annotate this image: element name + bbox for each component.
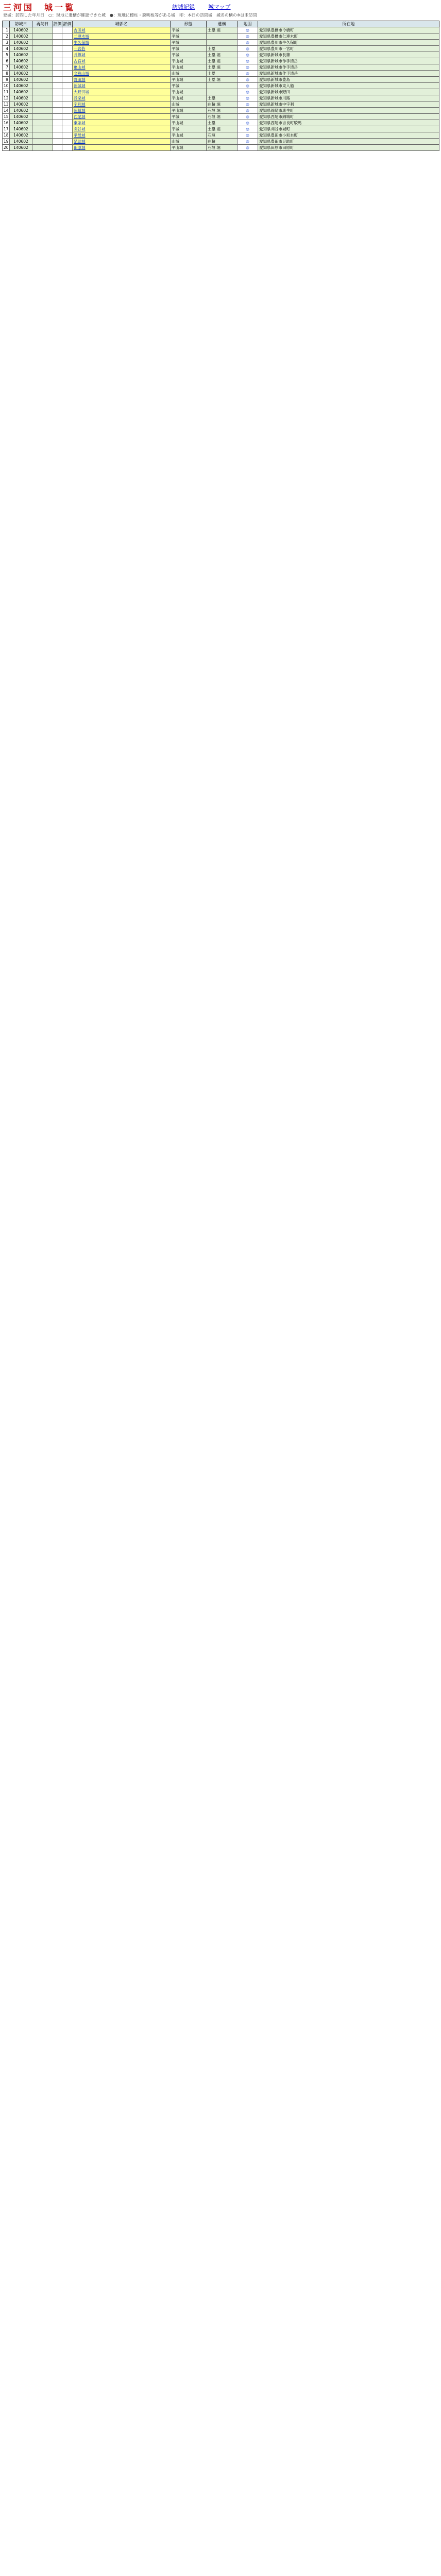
revisit-date-cell xyxy=(32,114,53,120)
row-number-cell: 18 xyxy=(3,132,10,139)
map-cell[interactable]: ◎ xyxy=(238,108,258,114)
row-number-cell: 8 xyxy=(3,71,10,77)
rating-b-cell xyxy=(62,120,73,126)
table-row xyxy=(3,71,439,77)
rating-a-cell xyxy=(53,40,62,46)
castle-name-cell[interactable]: 設楽城 xyxy=(73,95,171,101)
col-revisit-date: 再訪日 xyxy=(32,21,53,27)
row-number-cell: 14 xyxy=(3,108,10,114)
remains-cell xyxy=(207,83,238,89)
remains-cell: 石垣 堀 xyxy=(207,145,238,151)
remains-cell: 土塁 堀 xyxy=(207,52,238,58)
type-cell: 平城 xyxy=(171,33,207,40)
location-cell: 愛知県豊橋市仁連木町 xyxy=(258,33,439,40)
legend-text: 登城：訪問した年月日 ○：現地に遺構が確認できた城 ●：現地に標柱・説明板等がある城 印：本日の訪問城 城名の横の※は未訪問 xyxy=(3,13,257,18)
col-rating-a: 評価 xyxy=(53,22,62,26)
castle-name-cell[interactable]: 吉田城 xyxy=(73,27,171,33)
remains-cell: 曲輪 堀 xyxy=(207,101,238,108)
remains-cell: 石垣 堀 xyxy=(207,114,238,120)
visit-date-cell: 140602 xyxy=(10,95,32,101)
castle-name-cell[interactable]: 一宮砦 xyxy=(73,46,171,52)
rating-b-cell xyxy=(62,46,73,52)
visit-date-cell: 140602 xyxy=(10,101,32,108)
visit-date-cell: 140602 xyxy=(10,145,32,151)
rating-b-cell xyxy=(62,58,73,64)
remains-cell: 土塁 堀 xyxy=(207,27,238,33)
type-cell: 平山城 xyxy=(171,89,207,95)
page-title: 三河国 城一覧 xyxy=(3,3,76,12)
castle-name-cell[interactable]: 新城城 xyxy=(73,83,171,89)
type-cell: 平山城 xyxy=(171,145,207,151)
rating-b-cell xyxy=(62,71,73,77)
table-row xyxy=(3,40,439,46)
revisit-date-cell xyxy=(32,46,53,52)
rating-a-cell xyxy=(53,27,62,33)
table-row xyxy=(3,139,439,145)
visit-date-cell: 140602 xyxy=(10,46,32,52)
castle-name-cell[interactable]: 文殊山城 xyxy=(73,71,171,77)
type-cell: 山城 xyxy=(171,71,207,77)
rating-a-cell xyxy=(53,145,62,151)
rating-a-cell xyxy=(53,95,62,101)
revisit-date-cell xyxy=(32,27,53,33)
rating-b-cell xyxy=(62,139,73,145)
row-number-cell: 12 xyxy=(3,95,10,101)
revisit-date-cell xyxy=(32,145,53,151)
table-row xyxy=(3,120,439,126)
map-cell[interactable]: ◎ xyxy=(238,52,258,58)
location-cell: 愛知県岡崎市康生町 xyxy=(258,108,439,114)
table-row xyxy=(3,77,439,83)
rating-b-cell xyxy=(62,83,73,89)
row-number-cell: 13 xyxy=(3,101,10,108)
revisit-date-cell xyxy=(32,64,53,71)
location-cell: 愛知県新城市作手清岳 xyxy=(258,71,439,77)
rating-a-cell xyxy=(53,132,62,139)
type-cell: 平山城 xyxy=(171,95,207,101)
castle-name-cell[interactable]: 挙母城 xyxy=(73,132,171,139)
remains-cell: 土塁 堀 xyxy=(207,58,238,64)
type-cell: 平山城 xyxy=(171,120,207,126)
visit-date-cell: 140602 xyxy=(10,33,32,40)
castle-name-cell[interactable]: 刈谷城 xyxy=(73,126,171,132)
table-row xyxy=(3,46,439,52)
row-number-cell: 1 xyxy=(3,27,10,33)
rating-b-cell xyxy=(62,101,73,108)
rating-a-cell xyxy=(53,108,62,114)
type-cell: 平山城 xyxy=(171,108,207,114)
row-number-cell: 11 xyxy=(3,89,10,95)
visit-date-cell: 140602 xyxy=(10,40,32,46)
location-cell: 愛知県新城市作手清岳 xyxy=(258,64,439,71)
table-row xyxy=(3,83,439,89)
type-cell: 平山城 xyxy=(171,132,207,139)
type-cell: 平城 xyxy=(171,126,207,132)
visit-date-cell: 140602 xyxy=(10,71,32,77)
remains-cell: 土塁 xyxy=(207,95,238,101)
rating-a-cell xyxy=(53,46,62,52)
page-header xyxy=(2,1,439,20)
castle-name-cell[interactable]: 亀山城 xyxy=(73,64,171,71)
col-remains: 遺構 xyxy=(207,21,238,27)
map-cell[interactable]: ◎ xyxy=(238,58,258,64)
col-castle-name: 城郭名 xyxy=(73,21,171,27)
castle-name-cell[interactable]: 二連木城 xyxy=(73,33,171,40)
type-cell: 山城 xyxy=(171,139,207,145)
row-number-cell: 19 xyxy=(3,139,10,145)
map-cell[interactable]: ◎ xyxy=(238,145,258,151)
rating-a-cell xyxy=(53,139,62,145)
table-row xyxy=(3,95,439,101)
remains-cell: 土塁 堀 xyxy=(207,77,238,83)
map-cell[interactable]: ◎ xyxy=(238,101,258,108)
table-row xyxy=(3,108,439,114)
row-number-cell: 16 xyxy=(3,120,10,126)
type-cell: 平城 xyxy=(171,52,207,58)
type-cell: 山城 xyxy=(171,101,207,108)
rating-a-cell xyxy=(53,58,62,64)
location-cell: 愛知県豊川市一宮町 xyxy=(258,46,439,52)
rating-b-cell xyxy=(62,52,73,58)
row-number-cell: 15 xyxy=(3,114,10,120)
map-cell[interactable]: ◎ xyxy=(238,46,258,52)
col-visit-date: 訪城日 xyxy=(10,21,32,27)
table-header-row xyxy=(3,21,439,27)
col-type: 形態 xyxy=(171,21,207,27)
revisit-date-cell xyxy=(32,132,53,139)
location-cell: 愛知県豊川市牛久保町 xyxy=(258,40,439,46)
visit-record-link[interactable]: 訪城記録 xyxy=(172,4,195,10)
col-rating-b: 評価 xyxy=(63,22,72,26)
visit-date-cell: 140602 xyxy=(10,83,32,89)
remains-cell: 土塁 堀 xyxy=(207,126,238,132)
rating-b-cell xyxy=(62,27,73,33)
location-cell: 愛知県田原市田原町 xyxy=(258,145,439,151)
row-number-cell: 6 xyxy=(3,58,10,64)
type-cell: 平山城 xyxy=(171,58,207,64)
col-location: 所在地 xyxy=(258,21,439,27)
location-cell: 愛知県新城市東入船 xyxy=(258,83,439,89)
rating-b-cell xyxy=(62,77,73,83)
type-cell: 平城 xyxy=(171,83,207,89)
col-no xyxy=(3,21,10,27)
visit-date-cell: 140602 xyxy=(10,89,32,95)
row-number-cell: 7 xyxy=(3,64,10,71)
col-map: 地図 xyxy=(238,21,258,27)
visit-date-cell: 140602 xyxy=(10,27,32,33)
revisit-date-cell xyxy=(32,33,53,40)
remains-cell: 石垣 xyxy=(207,132,238,139)
castle-name-cell[interactable]: 野田城 xyxy=(73,77,171,83)
table-row xyxy=(3,145,439,151)
rating-a-cell xyxy=(53,120,62,126)
revisit-date-cell xyxy=(32,58,53,64)
rating-b-cell xyxy=(62,64,73,71)
castle-name-cell[interactable]: 古宮城 xyxy=(73,58,171,64)
row-number-cell: 3 xyxy=(3,40,10,46)
map-cell[interactable]: ◎ xyxy=(238,83,258,89)
table-row xyxy=(3,126,439,132)
remains-cell: 土塁 xyxy=(207,46,238,52)
location-cell: 愛知県新城市作手清岳 xyxy=(258,58,439,64)
visit-date-cell: 140602 xyxy=(10,120,32,126)
rating-b-cell xyxy=(62,126,73,132)
table-row xyxy=(3,132,439,139)
rating-b-cell xyxy=(62,108,73,114)
remains-cell: 曲輪 xyxy=(207,139,238,145)
visit-date-cell: 140602 xyxy=(10,64,32,71)
remains-cell: 土塁 堀 xyxy=(207,64,238,71)
row-number-cell: 2 xyxy=(3,33,10,40)
rating-a-cell xyxy=(53,52,62,58)
castle-name-cell[interactable]: 東条城 xyxy=(73,120,171,126)
rating-b-cell xyxy=(62,40,73,46)
castle-name-cell[interactable]: 長篠城 xyxy=(73,52,171,58)
table-row xyxy=(3,101,439,108)
castle-name-cell[interactable]: 足助城 xyxy=(73,139,171,145)
map-cell[interactable]: ◎ xyxy=(238,64,258,71)
rating-b-cell xyxy=(62,33,73,40)
rating-b-cell xyxy=(62,114,73,120)
revisit-date-cell xyxy=(32,95,53,101)
table-row xyxy=(3,89,439,95)
remains-cell: 土塁 xyxy=(207,71,238,77)
table-row xyxy=(3,27,439,33)
visit-date-cell: 140602 xyxy=(10,114,32,120)
remains-cell xyxy=(207,33,238,40)
revisit-date-cell xyxy=(32,120,53,126)
location-cell: 愛知県西尾市吉良町駮馬 xyxy=(258,120,439,126)
map-cell[interactable]: ◎ xyxy=(238,126,258,132)
remains-cell xyxy=(207,89,238,95)
rating-a-cell xyxy=(53,114,62,120)
rating-a-cell xyxy=(53,126,62,132)
type-cell: 平城 xyxy=(171,40,207,46)
remains-cell: 土塁 xyxy=(207,120,238,126)
castle-name-cell[interactable]: 岡崎城 xyxy=(73,108,171,114)
visit-date-cell: 140602 xyxy=(10,132,32,139)
map-cell[interactable]: ◎ xyxy=(238,95,258,101)
revisit-date-cell xyxy=(32,89,53,95)
row-number-cell: 5 xyxy=(3,52,10,58)
map-cell[interactable]: ◎ xyxy=(238,40,258,46)
table-row xyxy=(3,33,439,40)
map-cell[interactable]: ◎ xyxy=(238,114,258,120)
map-cell[interactable]: ◎ xyxy=(238,27,258,33)
type-cell: 平山城 xyxy=(171,64,207,71)
revisit-date-cell xyxy=(32,52,53,58)
row-number-cell: 17 xyxy=(3,126,10,132)
location-cell: 愛知県豊橋市今橋町 xyxy=(258,27,439,33)
rating-a-cell xyxy=(53,101,62,108)
map-cell[interactable]: ◎ xyxy=(238,77,258,83)
location-cell: 愛知県新城市豊島 xyxy=(258,77,439,83)
map-cell[interactable]: ◎ xyxy=(238,71,258,77)
revisit-date-cell xyxy=(32,83,53,89)
map-cell[interactable]: ◎ xyxy=(238,139,258,145)
rating-a-cell xyxy=(53,83,62,89)
location-cell: 愛知県新城市中宇利 xyxy=(258,101,439,108)
castle-name-cell[interactable]: 宇利城 xyxy=(73,101,171,108)
type-cell: 平城 xyxy=(171,27,207,33)
revisit-date-cell xyxy=(32,126,53,132)
table-row xyxy=(3,114,439,120)
map-cell[interactable]: ◎ xyxy=(238,120,258,126)
type-cell: 平城 xyxy=(171,114,207,120)
location-cell: 愛知県西尾市錦城町 xyxy=(258,114,439,120)
visit-date-cell: 140602 xyxy=(10,52,32,58)
map-cell[interactable]: ◎ xyxy=(238,33,258,40)
revisit-date-cell xyxy=(32,101,53,108)
row-number-cell: 9 xyxy=(3,77,10,83)
table-row xyxy=(3,52,439,58)
visit-date-cell: 140602 xyxy=(10,139,32,145)
rating-a-cell xyxy=(53,71,62,77)
visit-date-cell: 140602 xyxy=(10,77,32,83)
rating-a-cell xyxy=(53,77,62,83)
rating-a-cell xyxy=(53,89,62,95)
rating-a-cell xyxy=(53,33,62,40)
row-number-cell: 4 xyxy=(3,46,10,52)
revisit-date-cell xyxy=(32,77,53,83)
rating-b-cell xyxy=(62,132,73,139)
location-cell: 愛知県新城市野田 xyxy=(258,89,439,95)
visit-date-cell: 140602 xyxy=(10,58,32,64)
revisit-date-cell xyxy=(32,108,53,114)
rating-b-cell xyxy=(62,145,73,151)
table-row xyxy=(3,58,439,64)
map-cell[interactable]: ◎ xyxy=(238,89,258,95)
revisit-date-cell xyxy=(32,139,53,145)
remains-cell xyxy=(207,40,238,46)
row-number-cell: 20 xyxy=(3,145,10,151)
location-cell: 愛知県豊田市小坂本町 xyxy=(258,132,439,139)
rating-b-cell xyxy=(62,95,73,101)
row-number-cell: 10 xyxy=(3,83,10,89)
castle-name-cell[interactable]: 牛久保城 xyxy=(73,40,171,46)
location-cell: 愛知県刈谷市城町 xyxy=(258,126,439,132)
remains-cell: 石垣 堀 xyxy=(207,108,238,114)
map-cell[interactable]: ◎ xyxy=(238,132,258,139)
castle-name-cell[interactable]: 西尾城 xyxy=(73,114,171,120)
visit-date-cell: 140602 xyxy=(10,126,32,132)
rating-b-cell xyxy=(62,89,73,95)
rating-a-cell xyxy=(53,64,62,71)
location-cell: 愛知県豊田市足助町 xyxy=(258,139,439,145)
castle-name-cell[interactable]: 田原城 xyxy=(73,145,171,151)
location-cell: 愛知県新城市川路 xyxy=(258,95,439,101)
table-row xyxy=(3,64,439,71)
castle-map-link[interactable]: 城マップ xyxy=(208,4,231,10)
location-cell: 愛知県新城市長篠 xyxy=(258,52,439,58)
type-cell: 平山城 xyxy=(171,77,207,83)
type-cell: 平城 xyxy=(171,46,207,52)
castle-table xyxy=(2,21,439,151)
revisit-date-cell xyxy=(32,40,53,46)
castle-name-cell[interactable]: 大野田城 xyxy=(73,89,171,95)
revisit-date-cell xyxy=(32,71,53,77)
visit-date-cell: 140602 xyxy=(10,108,32,114)
